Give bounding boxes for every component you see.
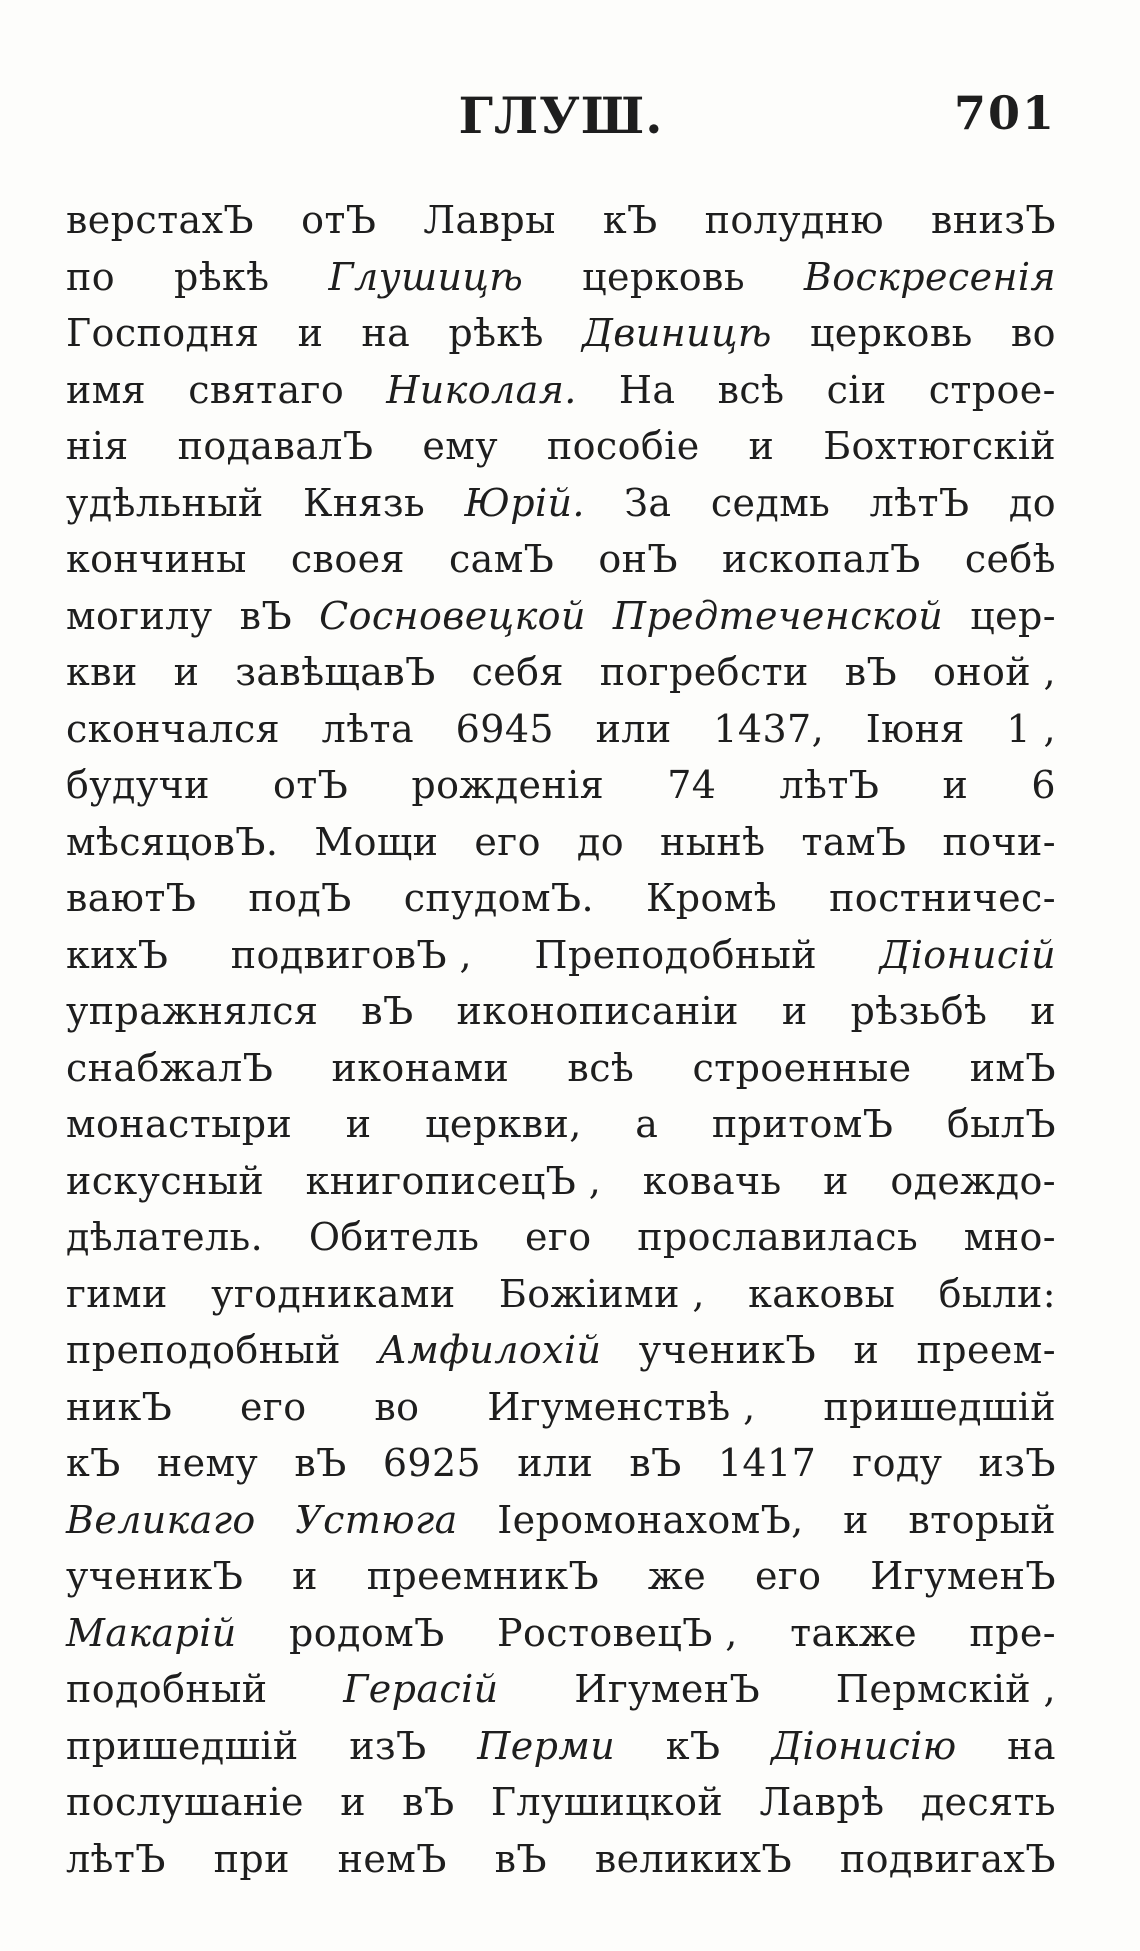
word: ученикЪ xyxy=(638,1328,817,1372)
word: кЪ xyxy=(602,198,658,242)
word: и xyxy=(1030,989,1056,1033)
word: иконами xyxy=(331,1045,510,1090)
word: году xyxy=(852,1441,943,1485)
word: 1437, xyxy=(713,706,825,751)
text-line xyxy=(66,1661,1056,1718)
word: и xyxy=(173,650,200,694)
word: послушаніе xyxy=(66,1780,304,1824)
word: почи- xyxy=(942,819,1056,864)
italic-word: Великаго xyxy=(66,1497,256,1542)
word: его xyxy=(754,1554,822,1598)
word: удѣльный xyxy=(66,480,264,525)
text-line xyxy=(66,475,1056,532)
italic-word: Юрій. xyxy=(464,480,585,525)
word: всѣ xyxy=(567,1045,635,1090)
word: изЪ xyxy=(978,1441,1056,1485)
italic-word: Амфилохій xyxy=(378,1328,602,1372)
word: иконописаніи xyxy=(456,989,739,1033)
running-head-title: ГЛУШ. xyxy=(458,86,664,145)
word: на xyxy=(1007,1723,1056,1768)
italic-word: Діонисій xyxy=(879,932,1056,977)
word: постничес- xyxy=(829,876,1056,920)
word: верстахЪ xyxy=(66,198,254,242)
word: будучи xyxy=(66,763,210,807)
word: Кромѣ xyxy=(645,876,778,920)
text-line xyxy=(66,1322,1056,1379)
word: ваютЪ xyxy=(66,876,197,920)
word: погребсти xyxy=(599,650,809,694)
word: и xyxy=(942,763,969,807)
word: пришедшій xyxy=(823,1384,1056,1429)
word: ИгуменЪ xyxy=(574,1667,761,1711)
word: пришедшій xyxy=(66,1723,299,1768)
word: ковачь xyxy=(642,1158,782,1203)
word: РостовецЪ , xyxy=(497,1610,738,1655)
italic-word: Глушицѣ xyxy=(328,254,524,299)
word: 6925 xyxy=(382,1441,482,1485)
word: до xyxy=(1008,480,1056,525)
text-line xyxy=(66,757,1056,814)
word: Господня xyxy=(66,311,260,355)
word: пре- xyxy=(969,1610,1056,1655)
word: по xyxy=(66,254,116,299)
word: самЪ xyxy=(448,537,555,581)
word: вЪ xyxy=(294,1441,347,1485)
word: святаго xyxy=(188,367,345,412)
word: каковы xyxy=(748,1271,896,1316)
italic-word: Двиницѣ xyxy=(581,311,772,355)
italic-word: Сосновецкой xyxy=(319,593,586,638)
word: могилу xyxy=(66,593,213,638)
word: угодниками xyxy=(211,1271,456,1316)
word: а xyxy=(635,1102,659,1146)
word: спудомЪ. xyxy=(403,876,594,920)
word: былЪ xyxy=(946,1102,1056,1146)
word: внизЪ xyxy=(931,198,1056,242)
word: ИгуменЪ xyxy=(870,1554,1056,1598)
word: преем- xyxy=(916,1328,1056,1372)
word: вЪ xyxy=(239,593,293,638)
word: лѣта xyxy=(321,706,415,751)
word: 6 xyxy=(1031,763,1056,807)
word: церковь xyxy=(582,254,745,299)
word: ІеромонахомЪ, xyxy=(497,1497,804,1542)
italic-word: Перми xyxy=(477,1723,616,1768)
word: снабжалЪ xyxy=(66,1045,274,1090)
page-number: 701 xyxy=(953,86,1056,140)
word: подвиговЪ , xyxy=(230,932,472,977)
word: и xyxy=(297,311,324,355)
word: и xyxy=(823,1158,849,1203)
text-line xyxy=(66,927,1056,984)
word: нему xyxy=(156,1441,259,1485)
word: и xyxy=(853,1328,880,1372)
text-line xyxy=(66,1435,1056,1492)
word: цер- xyxy=(970,593,1056,638)
text-line xyxy=(66,701,1056,758)
word: и xyxy=(748,424,775,468)
word: церковь xyxy=(809,311,973,355)
word: Лаврѣ xyxy=(759,1780,885,1824)
word: или xyxy=(595,706,672,751)
word: упражнялся xyxy=(66,989,319,1033)
word: себѣ xyxy=(964,537,1056,581)
word: искусный xyxy=(66,1158,265,1203)
word: вЪ xyxy=(844,650,898,694)
word: пособіе xyxy=(546,424,700,468)
word: оной , xyxy=(932,650,1056,694)
word: кЪ xyxy=(665,1723,721,1768)
text-line xyxy=(66,1209,1056,1266)
word: строе- xyxy=(928,367,1056,412)
word: преподобный xyxy=(66,1328,341,1372)
text-line xyxy=(66,644,1056,701)
word: тамЪ xyxy=(801,819,907,864)
word: лѣтЪ xyxy=(779,763,880,807)
word: и xyxy=(340,1780,366,1824)
word: седмь xyxy=(710,480,831,525)
word: притомЪ xyxy=(711,1102,894,1146)
text-line xyxy=(66,249,1056,306)
word: и xyxy=(345,1102,372,1146)
word: 6945 xyxy=(455,706,554,751)
word: его xyxy=(474,819,541,864)
word: также xyxy=(790,1610,917,1655)
word: изЪ xyxy=(349,1723,427,1768)
text-line xyxy=(66,362,1056,419)
text-line xyxy=(66,814,1056,871)
word: вЪ xyxy=(361,989,414,1033)
word: На xyxy=(618,367,676,412)
word: сіи xyxy=(826,367,887,412)
text-line xyxy=(66,1040,1056,1097)
word: преемникЪ xyxy=(366,1554,600,1598)
word: 1417 xyxy=(717,1441,817,1485)
word: мно- xyxy=(963,1215,1056,1259)
italic-word: Герасій xyxy=(343,1667,499,1711)
word: его xyxy=(525,1215,592,1259)
word: Божіими , xyxy=(498,1271,705,1316)
word: имЪ xyxy=(969,1045,1056,1090)
text-line xyxy=(66,1379,1056,1436)
running-header xyxy=(66,78,1056,148)
word: Лавры xyxy=(423,198,556,242)
word: лѣтЪ xyxy=(66,1836,166,1881)
text-line xyxy=(66,588,1056,645)
text-line xyxy=(66,192,1056,249)
text-line xyxy=(66,1096,1056,1153)
word: гими xyxy=(66,1271,168,1316)
word: на xyxy=(361,311,411,355)
word: лѣтЪ xyxy=(869,480,970,525)
italic-word: Николая. xyxy=(386,367,577,412)
word: онЪ xyxy=(598,537,678,581)
word: вторый xyxy=(908,1497,1056,1542)
word: и xyxy=(781,989,808,1033)
word: родомЪ xyxy=(289,1610,445,1655)
word: во xyxy=(374,1384,420,1429)
word: За xyxy=(624,480,672,525)
word: Князь xyxy=(303,480,426,525)
text-line xyxy=(66,1774,1056,1831)
word: одеждо- xyxy=(890,1158,1056,1203)
word: Обитель xyxy=(308,1215,480,1259)
word: немЪ xyxy=(337,1836,447,1881)
word: всѣ xyxy=(717,367,785,412)
text-line xyxy=(66,531,1056,588)
word: при xyxy=(213,1836,290,1881)
word: Игуменствѣ , xyxy=(487,1384,756,1429)
word: Мощи xyxy=(314,819,439,864)
italic-word: Макарій xyxy=(66,1610,237,1655)
word: отЪ xyxy=(301,198,377,242)
word: монастыри xyxy=(66,1102,293,1146)
word: нія xyxy=(66,424,129,468)
body-text xyxy=(66,192,1056,1887)
word: скончался xyxy=(66,706,281,751)
word: церкви, xyxy=(425,1102,582,1146)
word: рожденія xyxy=(411,763,605,807)
word: полудню xyxy=(704,198,884,242)
text-line xyxy=(66,1548,1056,1605)
text-line xyxy=(66,983,1056,1040)
word: же xyxy=(647,1554,707,1598)
word: великихЪ xyxy=(594,1836,793,1881)
word: подавалЪ xyxy=(177,424,374,468)
word: ископалЪ xyxy=(722,537,921,581)
word: Іюня xyxy=(865,706,965,751)
word: завѣщавЪ xyxy=(235,650,436,694)
text-line xyxy=(66,1605,1056,1662)
word: вЪ xyxy=(494,1836,548,1881)
word: отЪ xyxy=(272,763,349,807)
italic-word: Воскресенія xyxy=(803,254,1056,299)
text-line xyxy=(66,1831,1056,1888)
word: себя xyxy=(471,650,564,694)
word: и xyxy=(843,1497,869,1542)
word: 1 , xyxy=(1006,706,1056,751)
word: кЪ xyxy=(66,1441,121,1485)
word: и xyxy=(292,1554,318,1598)
word: были: xyxy=(938,1271,1056,1316)
text-line xyxy=(66,1266,1056,1323)
word: прославилась xyxy=(637,1215,919,1259)
word: подобный xyxy=(66,1667,268,1711)
word: строенные xyxy=(692,1045,912,1090)
word: книгописецЪ , xyxy=(305,1158,602,1203)
word: Глушицкой xyxy=(490,1780,724,1824)
text-line xyxy=(66,870,1056,927)
word: вЪ xyxy=(629,1441,682,1485)
word: кихЪ xyxy=(66,932,169,977)
word: Бохтюгскій xyxy=(823,424,1056,468)
word: подЪ xyxy=(248,876,352,920)
italic-word: Діонисію xyxy=(771,1723,957,1768)
word: или xyxy=(517,1441,594,1485)
italic-word: Устюга xyxy=(295,1497,458,1542)
word: рѣкѣ xyxy=(173,254,270,299)
word: нынѣ xyxy=(659,819,766,864)
word: вЪ xyxy=(402,1780,455,1824)
word: десять xyxy=(920,1780,1056,1824)
word: 74 xyxy=(667,763,717,807)
word: рѣзьбѣ xyxy=(850,989,988,1033)
word: кви xyxy=(66,650,138,694)
word: имя xyxy=(66,367,147,412)
word: мѣсяцовЪ. xyxy=(66,819,279,864)
word: своея xyxy=(290,537,405,581)
text-line xyxy=(66,418,1056,475)
word: во xyxy=(1010,311,1056,355)
text-line xyxy=(66,1153,1056,1210)
word: кончины xyxy=(66,537,247,581)
word: Пермскій , xyxy=(835,1667,1056,1711)
text-line xyxy=(66,305,1056,362)
word: ученикЪ xyxy=(66,1554,244,1598)
text-line xyxy=(66,1718,1056,1775)
word: никЪ xyxy=(66,1384,173,1429)
word: рѣкѣ xyxy=(448,311,544,355)
word: его xyxy=(240,1384,307,1429)
word: до xyxy=(576,819,624,864)
text-line xyxy=(66,1492,1056,1549)
word: подвигахЪ xyxy=(839,1836,1056,1881)
italic-word: Предтеченской xyxy=(612,593,944,638)
word: ему xyxy=(422,424,498,468)
word: дѣлатель. xyxy=(66,1215,264,1259)
word: Преподобный xyxy=(534,932,818,977)
